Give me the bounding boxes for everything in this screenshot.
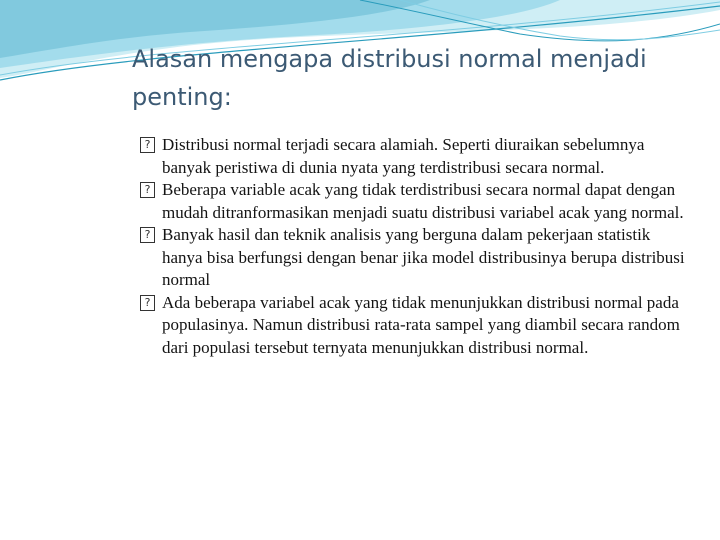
missing-glyph-box-icon: ? xyxy=(140,227,155,243)
bullet-item xyxy=(140,224,685,292)
bullet-text: Banyak hasil dan teknik analisis yang berguna dalam pekerjaan statistik hanya bisa berfungsi dengan benar jika model distribusinya berupa distribusi normal xyxy=(162,225,685,289)
bullet-text: Beberapa variable acak yang tidak terdistribusi secara normal dapat dengan mudah ditranformasikan menjadi suatu distribusi variabel acak yang normal. xyxy=(162,180,684,222)
bullet-item xyxy=(140,292,685,360)
slide-title: Alasan mengapa distribusi normal menjadi penting: xyxy=(132,45,647,111)
missing-glyph-box-icon: ? xyxy=(140,295,155,311)
bullet-text: Distribusi normal terjadi secara alamiah. Seperti diuraikan sebelumnya banyak peristiwa di dunia nyata yang terdistribusi secara normal. xyxy=(162,135,645,177)
missing-glyph-box-icon: ? xyxy=(140,137,155,153)
bullet-text: Ada beberapa variabel acak yang tidak menunjukkan distribusi normal pada populasinya. Namun distribusi rata-rata sampel yang diambil secara random dari populasi tersebut ternyata menunjukkan distribusi normal. xyxy=(162,292,680,357)
bullet-item xyxy=(140,134,685,179)
bullet-item xyxy=(140,179,685,224)
bullet-list xyxy=(140,134,685,359)
missing-glyph-box-icon: ? xyxy=(140,182,155,198)
